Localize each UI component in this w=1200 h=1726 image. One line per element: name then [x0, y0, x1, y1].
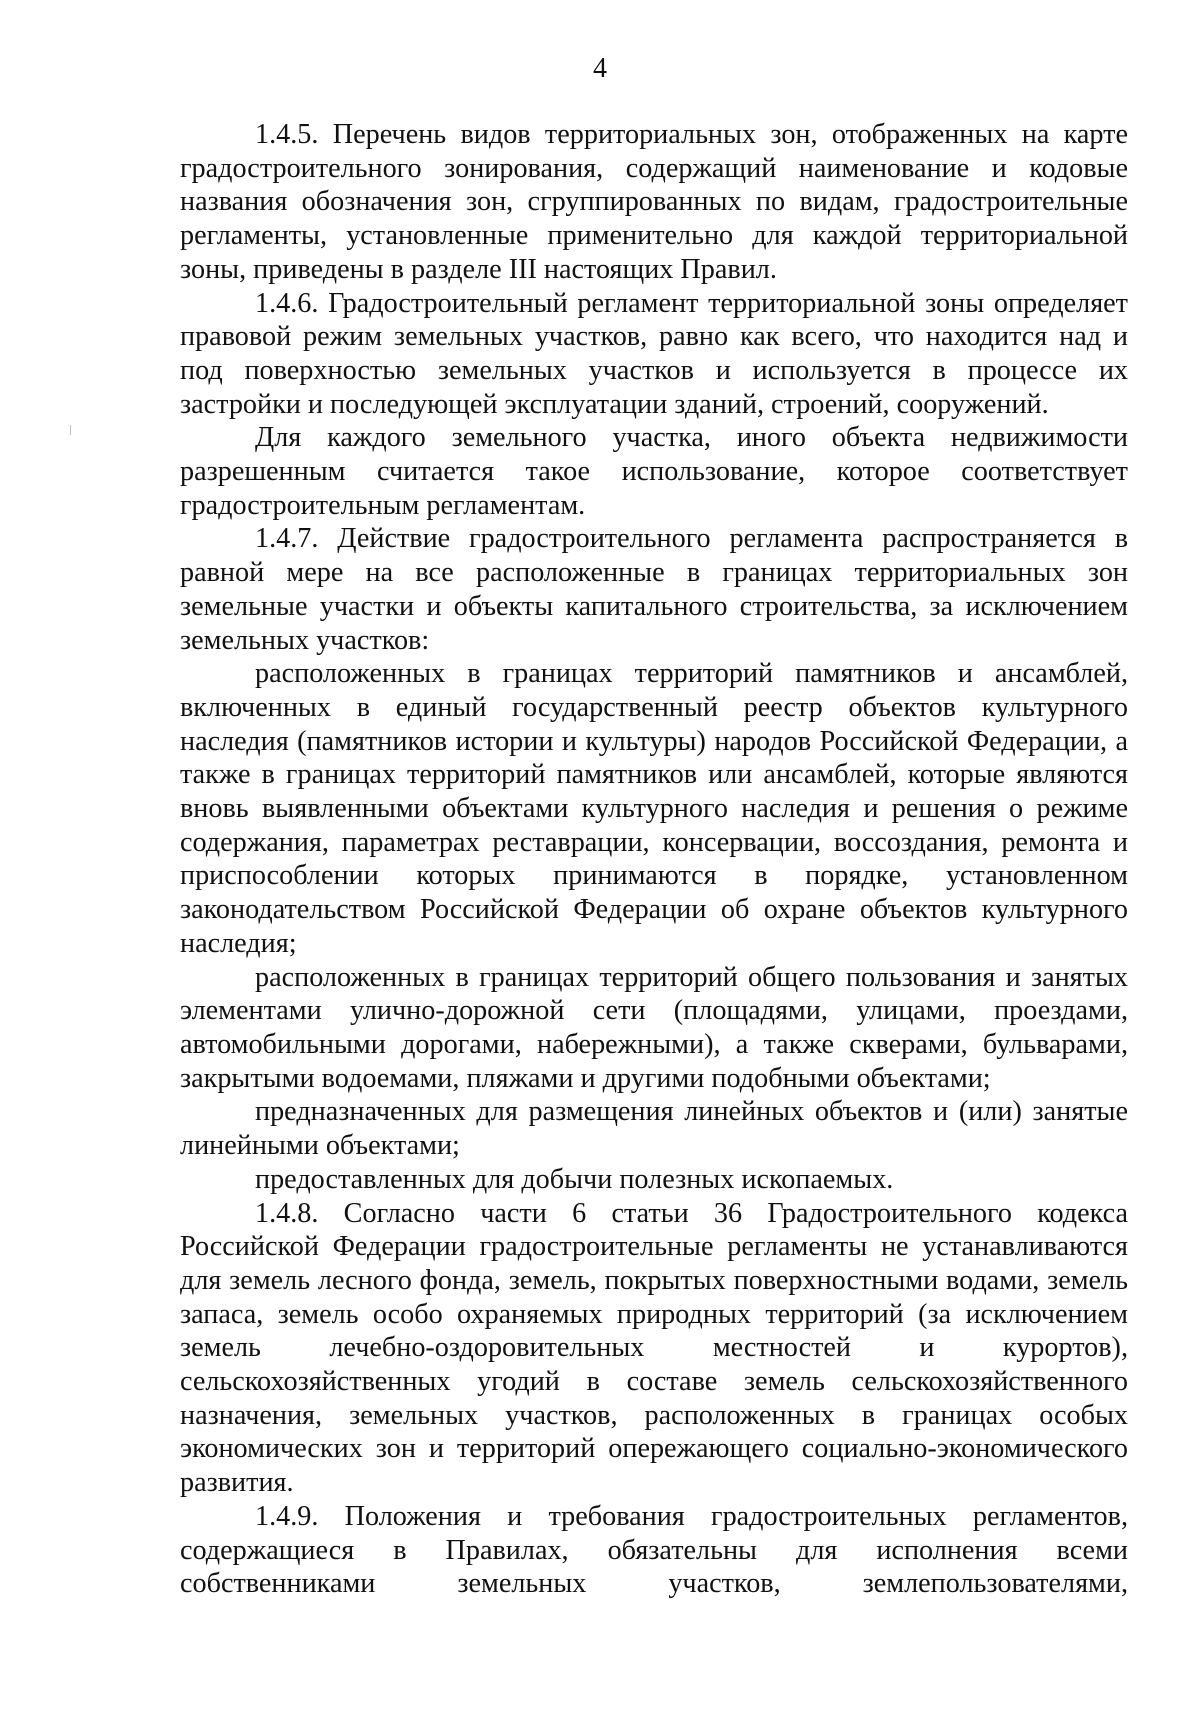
paragraph-1-4-9: 1.4.9. Положения и требования градостроительных регламентов, содержащиеся в Правилах, обязательны для исполнения всеми собственниками земельных участков, землепользователями, [180, 1500, 1128, 1600]
paragraph-permitted-use: Для каждого земельного участка, иного объекта недвижимости разрешенным считается такое использование, которое соответствует градостроительным регламентам. [180, 422, 1128, 521]
paragraph-1-4-5: 1.4.5. Перечень видов территориальных зон, отображенных на карте градостроительного зонирования, содержащий наименование и кодовые названия обозначения зон, сгруппированных по видам, градостроительные регламенты, установленные применительно для каждой территориальной зоны, приведены в разделе III настоящих Правил. [180, 119, 1128, 285]
paragraph-1-4-6: 1.4.6. Градостроительный регламент территориальной зоны определяет правовой режим земельных участков, равно как всего, что находится над и под поверхностью земельных участков и используется в процессе их застройки и последующей эксплуатации зданий, строений, сооружений. [180, 287, 1128, 420]
document-body [180, 118, 1128, 1601]
scan-artifact [70, 425, 71, 435]
list-item-cultural-heritage: расположенных в границах территорий памятников и ансамблей, включенных в единый государственный реестр объектов культурного наследия (памятников истории и культуры) народов Российской Федерации, а также в границах территорий памятников или ансамблей, которые являются вновь выявленными объектами культурного наследия и решения о режиме содержания, параметрах реставрации, консервации, воссоздания, ремонта и приспособлении которых принимаются в порядке, установленном законодательством Российской Федерации об охране объектов культурного наследия; [180, 658, 1128, 959]
paragraph-1-4-8: 1.4.8. Согласно части 6 статьи 36 Градостроительного кодекса Российской Федерации градостроительные регламенты не устанавливаются для земель лесного фонда, земель, покрытых поверхностными водами, земель запаса, земель особо охраняемых природных территорий (за исключением земель лечебно-оздоровительных местностей и курортов), сельскохозяйственных угодий в составе земель сельскохозяйственного назначения, земельных участков, расположенных в границах особых экономических зон и территорий опережающего социально-экономического развития. [180, 1197, 1128, 1499]
paragraph-1-4-7: 1.4.7. Действие градостроительного регламента распространяется в равной мере на все расположенные в границах территориальных зон земельные участки и объекты капитального строительства, за исключением земельных участков: [180, 523, 1128, 656]
list-item-public-territories: расположенных в границах территорий общего пользования и занятых элементами улично-дорожной сети (площадями, улицами, проездами, автомобильными дорогами, набережными), а также скверами, бульварами, закрытыми водоемами, пляжами и другими подобными объектами; [180, 961, 1128, 1094]
list-item-mineral-extraction: предоставленных для добычи полезных ископаемых. [255, 1163, 894, 1195]
list-item-linear-objects: предназначенных для размещения линейных объектов и (или) занятые линейными объектами; [180, 1096, 1128, 1162]
page-number: 4 [593, 53, 607, 84]
